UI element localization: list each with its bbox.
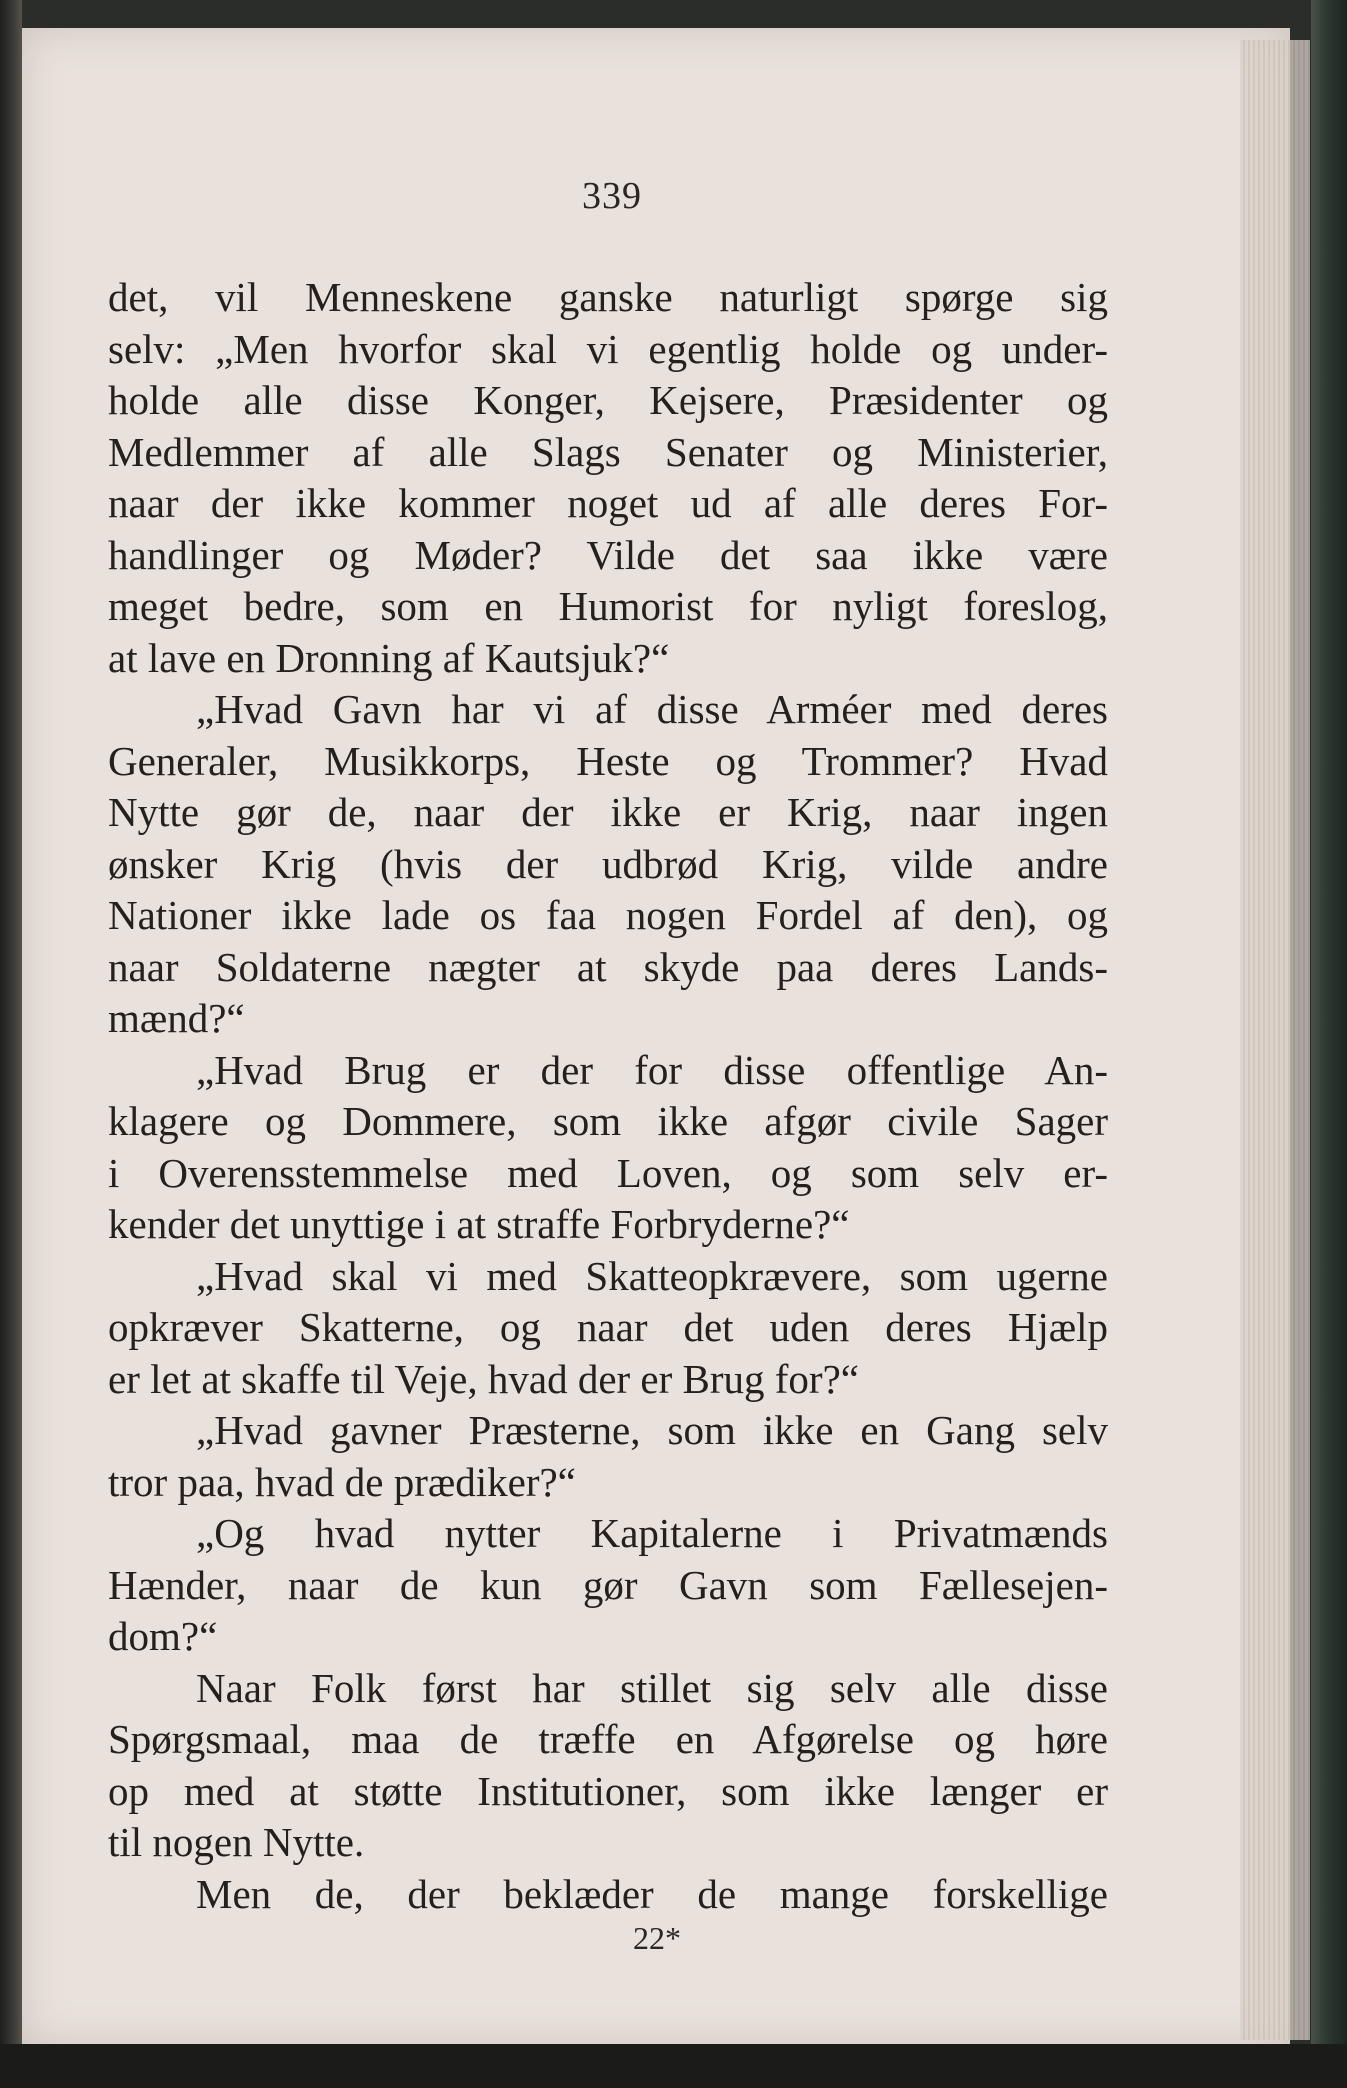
text-line: naar Soldaterne nægter at skyde paa deres Lands-: [108, 943, 1108, 990]
text-line: selv: „Men hvorfor skal vi egentlig holde og under-: [108, 325, 1108, 372]
text-line: Nytte gør de, naar der ikke er Krig, naar ingen: [108, 789, 1108, 835]
book-page: [22, 28, 1290, 2046]
page-edges: [1240, 40, 1310, 2040]
text-line: kender det unyttige i at straffe Forbryderne?“: [108, 1201, 850, 1247]
book-cover-edge: [1311, 0, 1347, 2088]
text-line: at lave en Dronning af Kautsjuk?“: [108, 634, 670, 681]
text-line: mænd?“: [108, 995, 245, 1041]
text-line: naar der ikke kommer noget ud af alle deres For-: [108, 480, 1108, 526]
text-line: holde alle disse Konger, Kejsere, Præsidenter og: [108, 377, 1108, 423]
book-gutter-shadow: [0, 0, 22, 2088]
text-line: ønsker Krig (hvis der udbrød Krig, vilde andre: [108, 840, 1108, 887]
text-line: Spørgsmaal, maa de træffe en Afgørelse og høre: [108, 1716, 1108, 1762]
text-line: „Hvad gavner Præsterne, som ikke en Gang selv: [196, 1407, 1108, 1453]
text-line: til nogen Nytte.: [108, 1819, 365, 1865]
printer-signature-mark: 22*: [633, 1920, 681, 1956]
text-line: Medlemmer af alle Slags Senater og Ministerier,: [108, 428, 1108, 475]
text-line: „Hvad Brug er der for disse offentlige An-: [196, 1046, 1108, 1093]
text-line: „Hvad skal vi med Skatteopkrævere, som ugerne: [196, 1252, 1108, 1299]
text-line: „Og hvad nytter Kapitalerne i Privatmænds: [196, 1510, 1108, 1556]
text-line: er let at skaffe til Veje, hvad der er Brug for?“: [108, 1355, 859, 1402]
text-line: handlinger og Møder? Vilde det saa ikke være: [108, 531, 1108, 578]
text-line: tror paa, hvad de prædiker?“: [108, 1458, 576, 1505]
text-line: i Overensstemmelse med Loven, og som selv er-: [108, 1149, 1108, 1196]
text-line: „Hvad Gavn har vi af disse Arméer med deres: [196, 686, 1108, 732]
text-line: opkræver Skatterne, og naar det uden deres Hjælp: [108, 1304, 1108, 1350]
text-line: det, vil Menneskene ganske naturligt spørge sig: [108, 274, 1108, 320]
text-line: Naar Folk først har stillet sig selv alle disse: [196, 1664, 1108, 1711]
body-text: [108, 272, 1108, 1920]
text-line: Men de, der beklæder de mange forskellige: [196, 1870, 1108, 1917]
text-line: Nationer ikke lade os faa nogen Fordel af den), og: [108, 892, 1108, 938]
text-line: dom?“: [108, 1613, 218, 1659]
text-line: Generaler, Musikkorps, Heste og Trommer? Hvad: [108, 737, 1108, 784]
text-line: klagere og Dommere, som ikke afgør civile Sager: [108, 1098, 1108, 1144]
text-line: Hænder, naar de kun gør Gavn som Fællesejen-: [108, 1561, 1108, 1608]
text-line: op med at støtte Institutioner, som ikke længer er: [108, 1767, 1108, 1814]
page-number: 339: [582, 175, 642, 217]
book-bottom-edge: [0, 2044, 1347, 2088]
text-line: meget bedre, som en Humorist for nyligt foreslog,: [108, 583, 1108, 629]
